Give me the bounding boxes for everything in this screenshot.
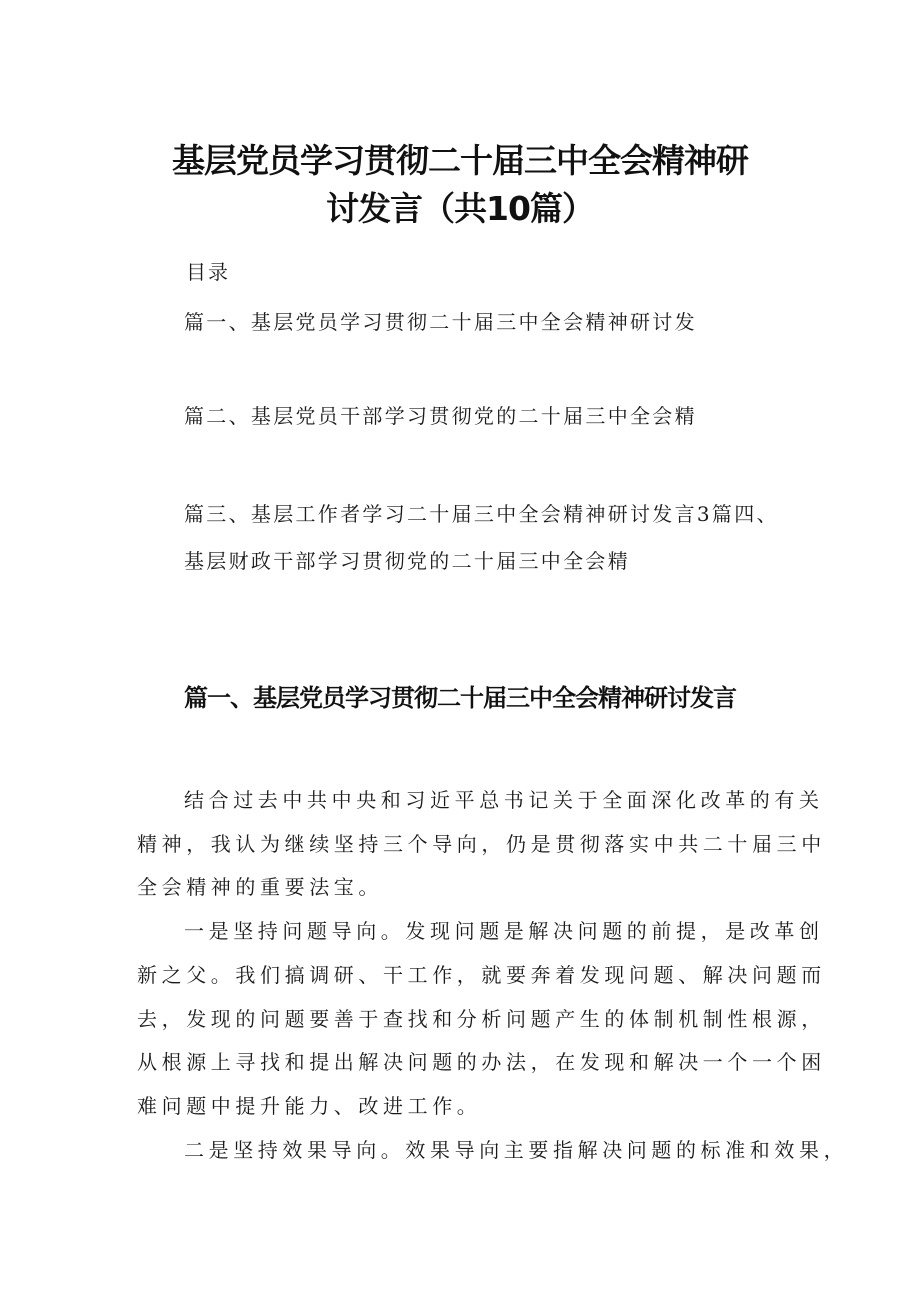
paragraph-line: 二是坚持效果导向。效果导向主要指解决问题的标准和效果， (184, 1138, 849, 1162)
section-heading: 篇一、基层党员学习贯彻二十届三中全会精神研讨发言 (184, 684, 736, 712)
paragraph-line: 从根源上寻找和提出解决问题的办法，在发现和解决一个一个困 (137, 1050, 826, 1074)
paragraph-line: 难问题中提升能力、改进工作。 (137, 1094, 482, 1118)
paragraph-line: 精神，我认为继续坚持三个导向，仍是贯彻落实中共二十届三中 (137, 832, 826, 856)
paragraph-line: 结合过去中共中央和习近平总书记关于全面深化改革的有关 (184, 788, 824, 812)
toc-entry-4[interactable]: 基层财政干部学习贯彻党的二十届三中全会精 (184, 549, 630, 573)
document-title-line-1: 基层党员学习贯彻二十届三中全会精神研 (172, 141, 748, 180)
toc-entry-2[interactable]: 篇二、基层党员干部学习贯彻党的二十届三中全会精 (184, 404, 697, 428)
paragraph-line: 去，发现的问题要善于查找和分析问题产生的体制机制性根源， (137, 1007, 826, 1031)
paragraph-line: 全会精神的重要法宝。 (137, 875, 383, 899)
toc-entry-3[interactable]: 篇三、基层工作者学习二十届三中全会精神研讨发言3篇四、 (184, 502, 779, 526)
toc-entry-1[interactable]: 篇一、基层党员学习贯彻二十届三中全会精神研讨发 (184, 310, 697, 334)
paragraph-line: 新之父。我们搞调研、干工作，就要奔着发现问题、解决问题而 (137, 963, 826, 987)
document-title-line-2: 讨发言（共10篇） (326, 189, 594, 228)
paragraph-line: 一是坚持问题导向。发现问题是解决问题的前提，是改革创 (184, 919, 824, 943)
toc-heading: 目录 (186, 260, 230, 284)
